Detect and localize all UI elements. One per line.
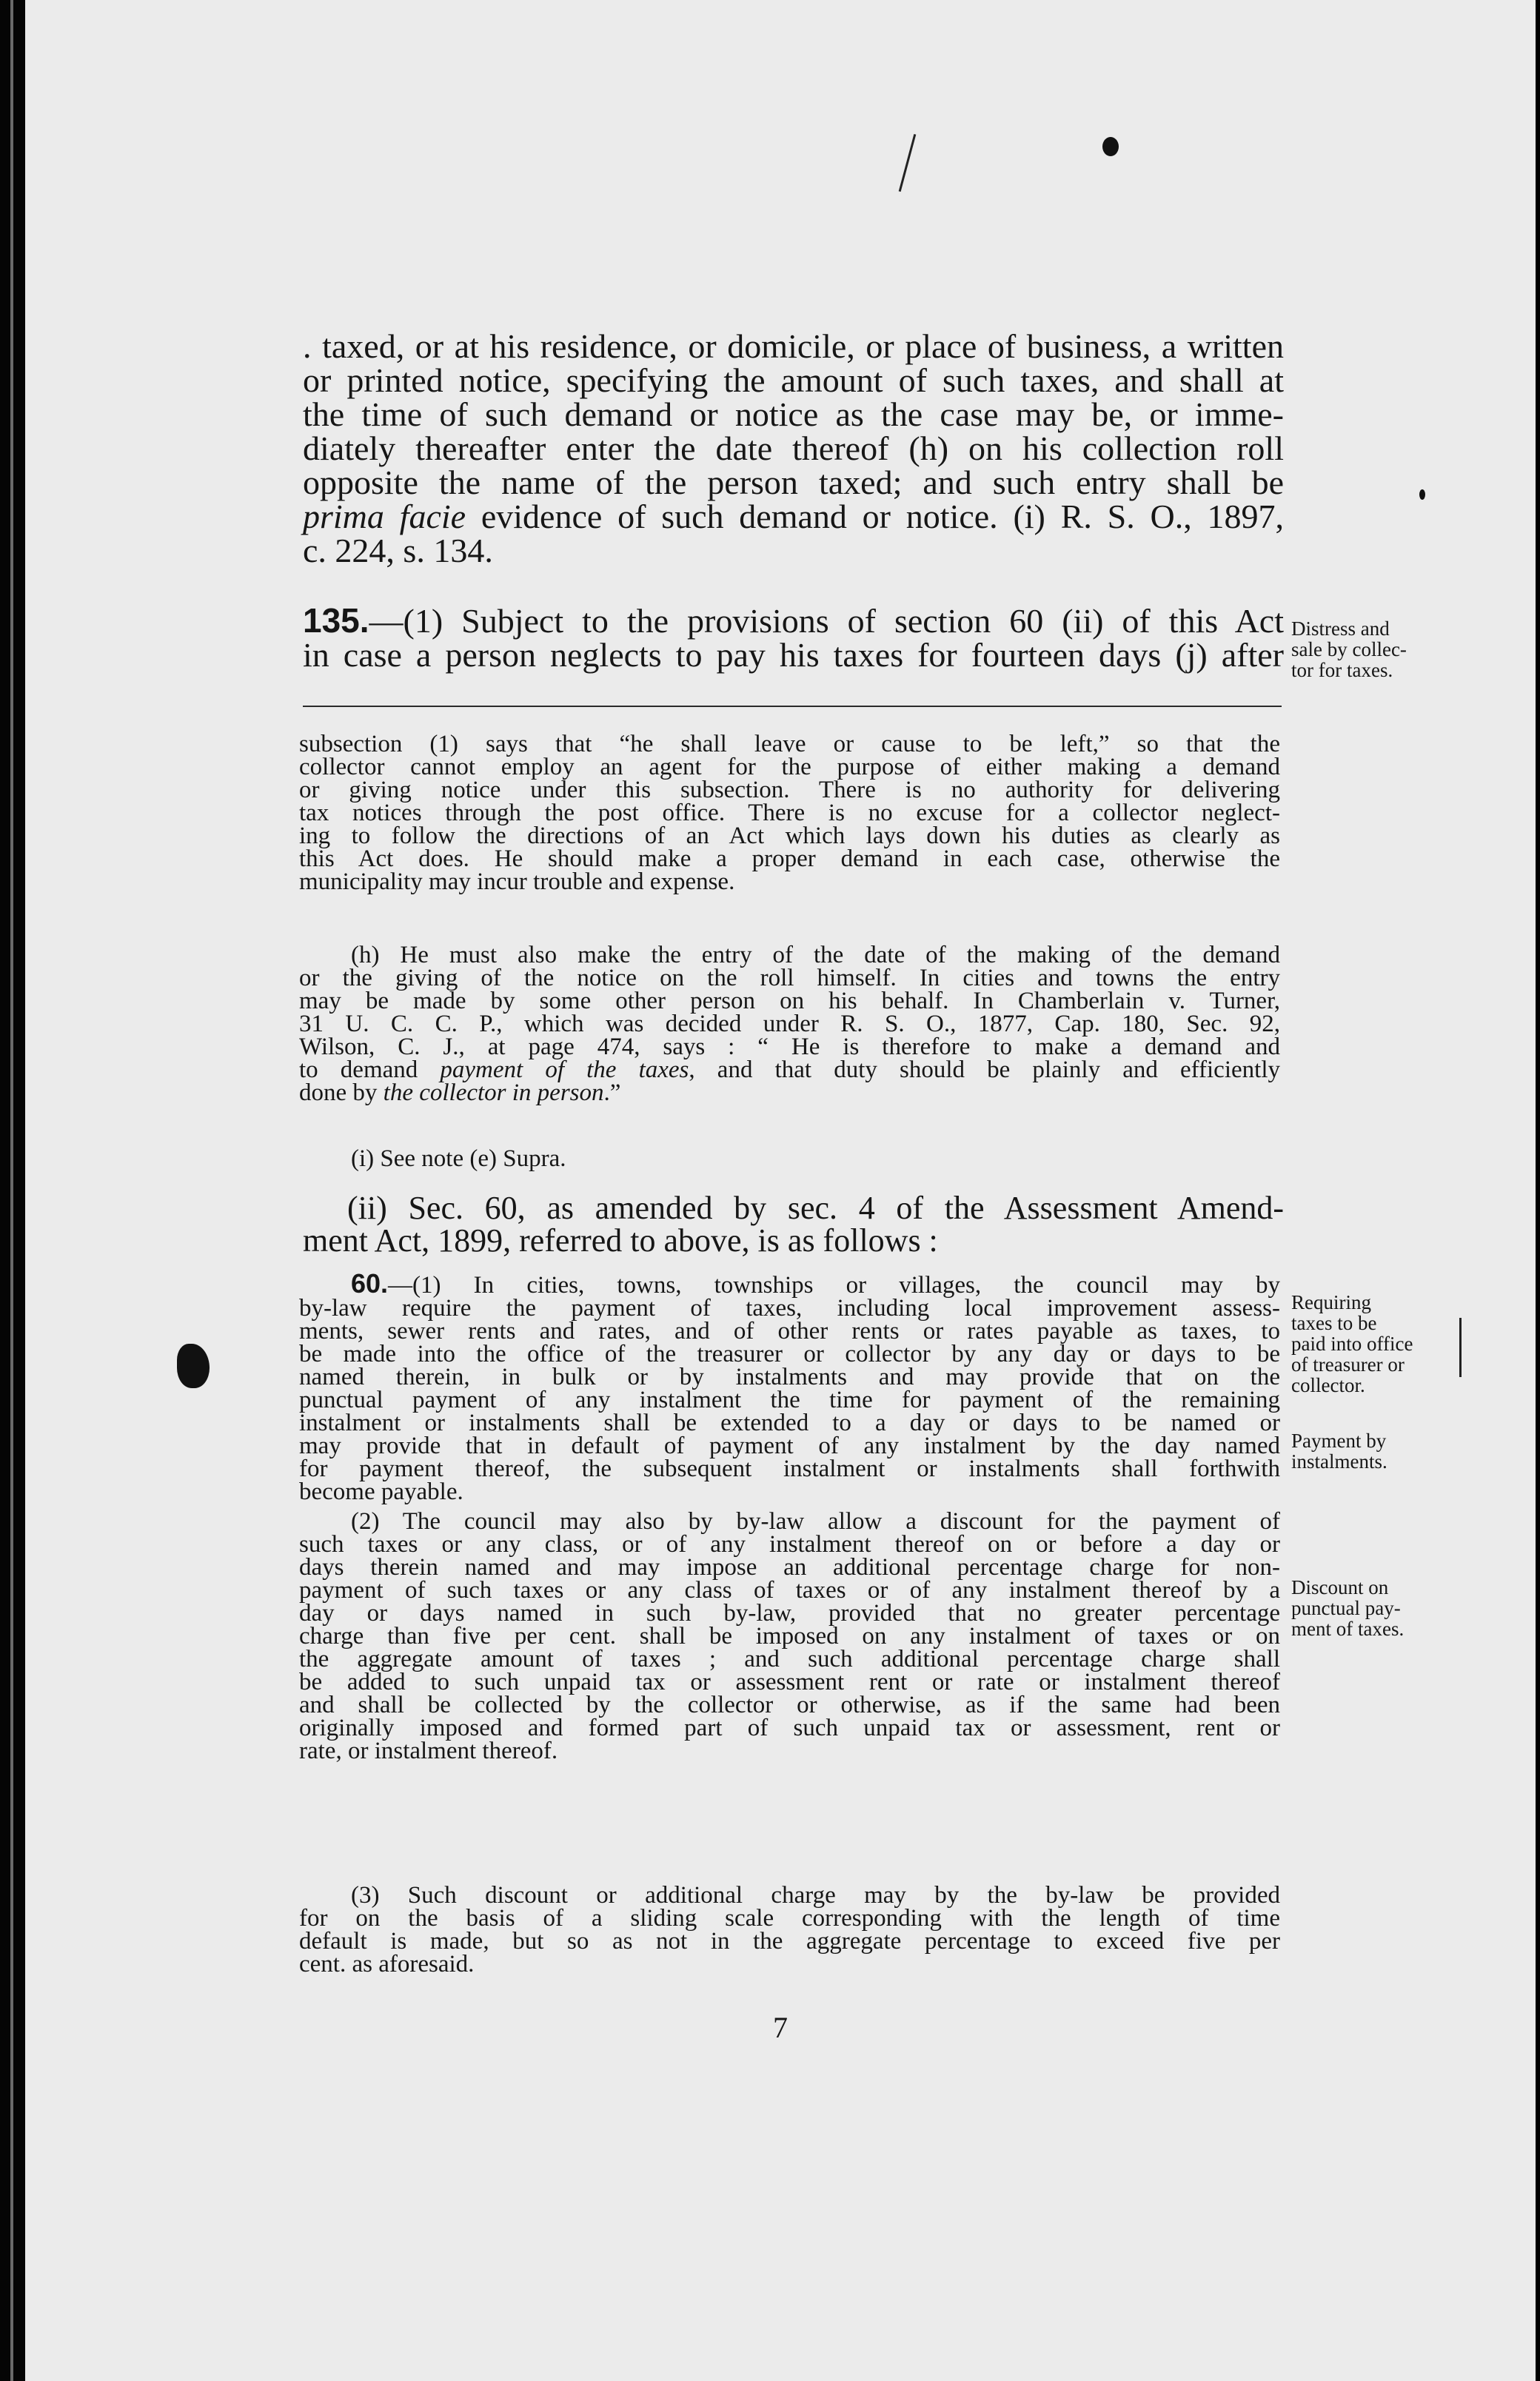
margin-line: ment of taxes. [1291, 1618, 1405, 1640]
margin-line: Payment by [1291, 1430, 1387, 1452]
text-line: day or days named in such by-law, provided that no greater percentage [299, 1600, 1280, 1627]
scan-edge [0, 0, 25, 2381]
text-line: c. 224, s. 134. [303, 532, 493, 569]
text-line: cent. as aforesaid. [299, 1951, 475, 1978]
text-line: originally imposed and formed part of such unpaid tax or assessment, rent or [299, 1715, 1280, 1741]
footnote-g [299, 733, 1280, 894]
margin-line: punctual pay- [1291, 1597, 1401, 1619]
margin-line: sale by collec- [1291, 638, 1407, 660]
margin-line: Distress and [1291, 617, 1390, 640]
text-line: collector cannot employ an agent for the purpose of either making a demand [299, 754, 1280, 780]
text-line: ing to follow the directions of an Act which lays down his duties as clearly as [299, 823, 1280, 849]
text-line: charge than five per cent. shall be imposed on any instalment of taxes or on [299, 1623, 1280, 1650]
margin-line: collector. [1291, 1374, 1365, 1396]
page [25, 0, 1536, 2381]
pen-stroke [899, 134, 917, 192]
text-line: or giving notice under this subsection. There is no authority for delivering [299, 777, 1280, 803]
text-line: subsection (1) says that “he shall leave or cause to be left,” so that the [299, 731, 1280, 757]
text-line [299, 1056, 1280, 1083]
text-line: and shall be collected by the collector or otherwise, as if the same had been [299, 1692, 1280, 1718]
text-segment: done by [299, 1079, 384, 1106]
text-line: 31 U. C. C. P., which was decided under R. S. O., 1877, Cap. 180, Sec. 92, [299, 1011, 1280, 1037]
text-line: (i) See note (e) Supra. [351, 1145, 566, 1172]
footnote-i [299, 1145, 1280, 1172]
text-segment: —(1) In cities, towns, townships or villages, the council may by [388, 1272, 1280, 1299]
text-line: (ii) Sec. 60, as amended by sec. 4 of the Assessment Amend- [347, 1190, 1284, 1226]
footnote-h [299, 944, 1280, 1105]
margin-line: tor for taxes. [1291, 659, 1393, 681]
text-line [303, 500, 1284, 534]
text-line [299, 1268, 1280, 1299]
text-line: ment Act, 1899, referred to above, is as follows : [303, 1222, 938, 1259]
text-line: be made into the office of the treasurer or collector by any day or days to be [299, 1341, 1280, 1367]
text-segment: .” [603, 1079, 621, 1106]
section-number: 135. [303, 601, 369, 640]
margin-line: taxes to be [1291, 1312, 1377, 1334]
text-line: punctual payment of any instalment the time for payment of the remaining [299, 1387, 1280, 1413]
section-60-subsection-2 [299, 1510, 1280, 1763]
margin-note-discount [1291, 1577, 1469, 1639]
section-60-subsection-3 [299, 1884, 1280, 1976]
text-line [303, 603, 1284, 638]
margin-line: of treasurer or [1291, 1353, 1405, 1376]
footnote-divider [303, 706, 1282, 707]
note-ii [303, 1192, 1284, 1257]
margin-rule [10, 0, 13, 2381]
text-line: . taxed, or at his residence, or domicile, or place of business, a written [303, 327, 1284, 365]
ink-blot-large [177, 1344, 210, 1388]
text-line: ments, sewer rents and rates, and of other rents or rates payable as taxes, to [299, 1318, 1280, 1344]
text-line: rate, or instalment thereof. [299, 1738, 558, 1764]
margin-line: instalments. [1291, 1450, 1387, 1473]
text-line: payment of such taxes or any class of taxes or of any instalment thereof by a [299, 1577, 1280, 1604]
text-line: named therein, in bulk or by instalments and may provide that on the [299, 1364, 1280, 1390]
margin-line: paid into office [1291, 1333, 1413, 1355]
margin-note-distress [1291, 618, 1469, 680]
italic-phrase: payment of the taxes [440, 1056, 689, 1083]
margin-line: Discount on [1291, 1576, 1389, 1598]
text-segment: , and that duty should be plainly and efficiently [689, 1056, 1280, 1083]
text-line: (3) Such discount or additional charge may by the by-law be provided [351, 1882, 1280, 1909]
text-segment: —(1) Subject to the provisions of section 60 (ii) of this Act [369, 602, 1284, 640]
text-line: this Act does. He should make a proper demand in each case, otherwise the [299, 845, 1280, 872]
text-line: Wilson, C. J., at page 474, says : “ He is therefore to make a demand and [299, 1034, 1280, 1060]
text-line: diately thereafter enter the date thereof (h) on his collection roll [303, 429, 1284, 467]
text-segment: evidence of such demand or notice. (i) R. S. O., 1897, [466, 498, 1284, 535]
section-60-subsection-1 [299, 1268, 1280, 1505]
text-line: may be made by some other person on his behalf. In Chamberlain v. Turner, [299, 988, 1280, 1014]
text-line: such taxes or any class, or of any instalment thereof on or before a day or [299, 1531, 1280, 1558]
margin-note-payment [1291, 1430, 1469, 1472]
text-line: the time of such demand or notice as the case may be, or imme- [303, 395, 1284, 433]
text-line: for on the basis of a sliding scale corresponding with the length of time [299, 1905, 1280, 1932]
text-line: days therein named and may impose an additional percentage charge for non- [299, 1554, 1280, 1581]
text-line [299, 1079, 1280, 1106]
margin-line: Requiring [1291, 1291, 1371, 1313]
text-line: be added to such unpaid tax or assessment rent or rate or instalment thereof [299, 1669, 1280, 1695]
text-line: municipality may incur trouble and expense. [299, 868, 735, 895]
text-segment: to demand [299, 1056, 441, 1083]
ink-speck [1419, 489, 1425, 500]
italic-phrase: the collector in person [383, 1079, 604, 1106]
text-line: become payable. [299, 1479, 463, 1505]
section-number: 60. [351, 1268, 389, 1299]
text-line: by-law require the payment of taxes, including local improvement assess- [299, 1295, 1280, 1322]
text-line: may provide that in default of payment of any instalment by the day named [299, 1433, 1280, 1459]
ink-blot [1102, 137, 1119, 156]
text-line: (h) He must also make the entry of the date of the making of the demand [351, 942, 1280, 968]
text-line: or printed notice, specifying the amount of such taxes, and shall at [303, 361, 1284, 399]
section-134-continuation [303, 329, 1284, 568]
text-line: for payment thereof, the subsequent instalment or instalments shall forthwith [299, 1456, 1280, 1482]
text-line: opposite the name of the person taxed; and such entry shall be [303, 463, 1284, 501]
margin-note-requiring [1291, 1292, 1469, 1396]
section-135 [303, 603, 1284, 672]
text-line: the aggregate amount of taxes ; and such additional percentage charge shall [299, 1646, 1280, 1672]
text-line: or the giving of the notice on the roll himself. In cities and towns the entry [299, 965, 1280, 991]
page-number: 7 [773, 2011, 788, 2044]
text-line: (2) The council may also by by-law allow a discount for the payment of [351, 1508, 1280, 1535]
text-line: tax notices through the post office. There is no excuse for a collector neglect- [299, 800, 1280, 826]
text-line: in case a person neglects to pay his taxes for fourteen days (j) after [303, 636, 1284, 674]
italic-phrase: prima facie [303, 498, 466, 535]
text-line: default is made, but so as not in the aggregate percentage to exceed five per [299, 1928, 1280, 1955]
text-line: instalment or instalments shall be extended to a day or days to be named or [299, 1410, 1280, 1436]
